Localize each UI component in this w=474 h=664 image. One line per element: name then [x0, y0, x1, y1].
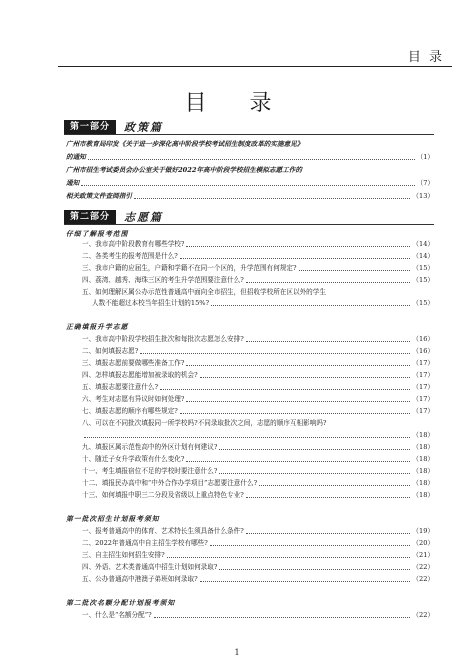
entry-page: （14） [412, 240, 434, 248]
entry-text: 九、填报区属示范性高中的外区计划有何建议? [82, 443, 218, 451]
toc-entry[interactable] [82, 490, 434, 501]
entry-text: 四、外语、艺术类普通高中招生计划如何录取? [82, 563, 218, 571]
toc-entry[interactable] [82, 562, 434, 573]
entry-page: （22） [412, 563, 434, 571]
entry-page: （1） [416, 153, 434, 161]
entry-text: 三、自主招生如何招生安排? [82, 551, 165, 559]
leader-dots [219, 442, 410, 450]
entry-text: 三、填报志愿前要做哪些准备工作? [82, 359, 185, 367]
part1-label: 第一部分 [64, 120, 116, 135]
toc-entry[interactable] [82, 263, 434, 274]
entry-text: 一、我市高中阶段学校招生批次和每批次志愿怎么安排? [82, 335, 244, 343]
entry-text: 二、2022年普通高中自主招生学校有哪些? [82, 539, 208, 547]
entry-text: 十三、如何填报中职三二分段及省级以上重点特色专业? [82, 491, 244, 499]
toc-entry[interactable] [66, 178, 434, 189]
part1-rule [64, 134, 434, 135]
entry-text: 五、公办普通高中港澳子弟班如何录取? [82, 575, 198, 583]
toc-entry[interactable] [82, 574, 434, 585]
leader-dots [200, 574, 411, 582]
entry-text: 人数不能超过本校当年招生计划的15%? [92, 299, 210, 307]
entry-text: 八、可以在不同批次填报同一所学校吗?不同录取批次之间，志愿的顺序互相影响吗? [82, 419, 327, 427]
toc-entry[interactable] [82, 526, 434, 537]
leader-dots [219, 562, 410, 570]
part2-heading [64, 210, 434, 224]
leader-dots [210, 538, 411, 546]
entry-page: （14） [412, 252, 434, 260]
part1-name: 政策篇 [124, 121, 164, 134]
entry-text: 六、考生对志愿有异议时如何处理? [82, 395, 185, 403]
toc-entry[interactable] [82, 275, 434, 286]
entry-text: 二、如何填报志愿? [82, 347, 139, 355]
toc-entry[interactable] [92, 298, 434, 309]
section-heading: 第二批次名额分配计划报考须知 [66, 599, 176, 607]
toc-entry[interactable] [82, 334, 434, 345]
header-rule [58, 66, 452, 67]
entry-page: （17） [412, 359, 434, 367]
entry-page: （13） [412, 192, 434, 200]
leader-dots [186, 358, 410, 366]
leader-dots [246, 334, 411, 342]
entry-page: （18） [412, 431, 434, 439]
entry-text: 十一、考生填报宿位不足的学校时要注意什么? [82, 467, 218, 475]
leader-dots [186, 239, 410, 247]
entry-text: 一、我市高中阶段教育有哪些学校? [82, 240, 185, 248]
part2-label: 第二部分 [64, 210, 116, 225]
entry-text: 一、报考普通高中的体育、艺术特长生须具备什么条件? [82, 527, 244, 535]
entry-page: （7） [416, 179, 434, 187]
leader-dots [154, 610, 411, 618]
toc-entry[interactable] [82, 478, 434, 489]
entry-text: 十、随迁子女升学政策有什么变化? [82, 455, 185, 463]
entry-text: 一、什么是“名额分配”? [82, 611, 152, 619]
page-number: 1 [234, 648, 240, 657]
entry-text: 七、填报志愿的顺序有哪些规定? [82, 407, 178, 415]
part1-heading [64, 120, 434, 134]
toc-entry[interactable] [66, 139, 434, 150]
toc-entry[interactable] [82, 370, 434, 381]
entry-page: （21） [412, 551, 434, 559]
entry-page: （15） [412, 299, 434, 307]
toc-entry[interactable] [82, 346, 434, 357]
toc-entry[interactable] [82, 382, 434, 393]
entry-text: 二、各类考生的报考范围是什么? [82, 252, 178, 260]
entry-page: （18） [412, 491, 434, 499]
toc-entry[interactable] [66, 152, 434, 163]
entry-text: 通知 [66, 179, 80, 187]
toc-entry[interactable] [82, 550, 434, 561]
part2-name: 志愿篇 [124, 211, 164, 224]
toc-entry[interactable] [82, 394, 434, 405]
entry-text: 十二、填报民办高中和“中外合作办学项目”志愿要注意什么? [82, 479, 258, 487]
toc-entry[interactable] [66, 191, 434, 202]
entry-page: （17） [412, 407, 434, 415]
leader-dots [167, 550, 411, 558]
toc-entry[interactable] [82, 239, 434, 250]
section-heading: 第一批次招生计划报考须知 [66, 515, 160, 523]
page-title: 目 录 [184, 91, 290, 116]
entry-text: 的通知 [66, 153, 86, 161]
entry-page: （16） [412, 347, 434, 355]
running-head: 目 录 [407, 50, 444, 65]
entry-page: （20） [412, 539, 434, 547]
toc-entry[interactable] [82, 442, 434, 453]
entry-text: 四、荔湾、越秀、海珠三区的考生升学范围要注意什么? [82, 276, 244, 284]
toc-entry[interactable] [82, 610, 434, 621]
toc-entry[interactable] [82, 454, 434, 465]
toc-entry[interactable] [82, 430, 434, 441]
leader-dots [246, 526, 411, 534]
entry-text: 相关政策文件查阅指引 [66, 192, 132, 200]
entry-text: 五、填报志愿要注意什么? [82, 383, 159, 391]
leader-dots [219, 466, 410, 474]
leader-dots [246, 490, 411, 498]
entry-page: （19） [412, 527, 434, 535]
part2-rule [64, 224, 434, 225]
leader-dots [140, 346, 410, 354]
toc-entry[interactable] [66, 165, 434, 176]
entry-page: （17） [412, 383, 434, 391]
entry-page: （15） [412, 276, 434, 284]
entry-page: （18） [412, 479, 434, 487]
leader-dots [186, 394, 410, 402]
toc-entry[interactable] [82, 287, 434, 298]
leader-dots [246, 275, 411, 283]
entry-page: （17） [412, 395, 434, 403]
entry-text: 四、怎样填报志愿能增加被录取的机会? [82, 371, 198, 379]
entry-page: （18） [412, 467, 434, 475]
entry-text: 三、我市户籍的应届生，户籍和学籍不在同一个区的，升学范围有何规定? [82, 264, 297, 272]
leader-dots [259, 478, 410, 486]
entry-page: （15） [412, 264, 434, 272]
entry-page: （17） [412, 371, 434, 379]
leader-dots [186, 454, 410, 462]
leader-dots [134, 191, 410, 199]
leader-dots [160, 382, 410, 390]
section-heading: 仔细了解报考范围 [66, 230, 129, 238]
section-heading: 正确填报升学志愿 [66, 323, 129, 331]
entry-page: （22） [412, 611, 434, 619]
leader-dots [200, 370, 411, 378]
toc-entry[interactable] [82, 538, 434, 549]
leader-dots [211, 298, 410, 306]
entry-page: （22） [412, 575, 434, 583]
leader-dots [299, 263, 411, 271]
entry-text: 广州市招生考试委员会办公室关于做好2022年高中阶段学校招生模拟志愿工作的 [66, 166, 302, 174]
toc-entry[interactable] [82, 406, 434, 417]
leader-dots [84, 430, 410, 438]
toc-entry[interactable] [82, 466, 434, 477]
leader-dots [180, 251, 411, 259]
leader-dots [81, 178, 414, 186]
leader-dots [88, 152, 415, 160]
entry-page: （18） [412, 443, 434, 451]
entry-text: 广州市教育局印发《关于进一步深化高中阶段学校考试招生制度改革的实施意见》 [66, 140, 304, 148]
entry-page: （16） [412, 335, 434, 343]
toc-entry[interactable] [82, 251, 434, 262]
toc-entry[interactable] [82, 418, 434, 429]
entry-page: （18） [412, 455, 434, 463]
entry-text: 五、如何理解区属公办示范性普通高中面向全市招生，但招收学校所在区以外的学生 [82, 288, 326, 296]
toc-entry[interactable] [82, 358, 434, 369]
leader-dots [180, 406, 411, 414]
